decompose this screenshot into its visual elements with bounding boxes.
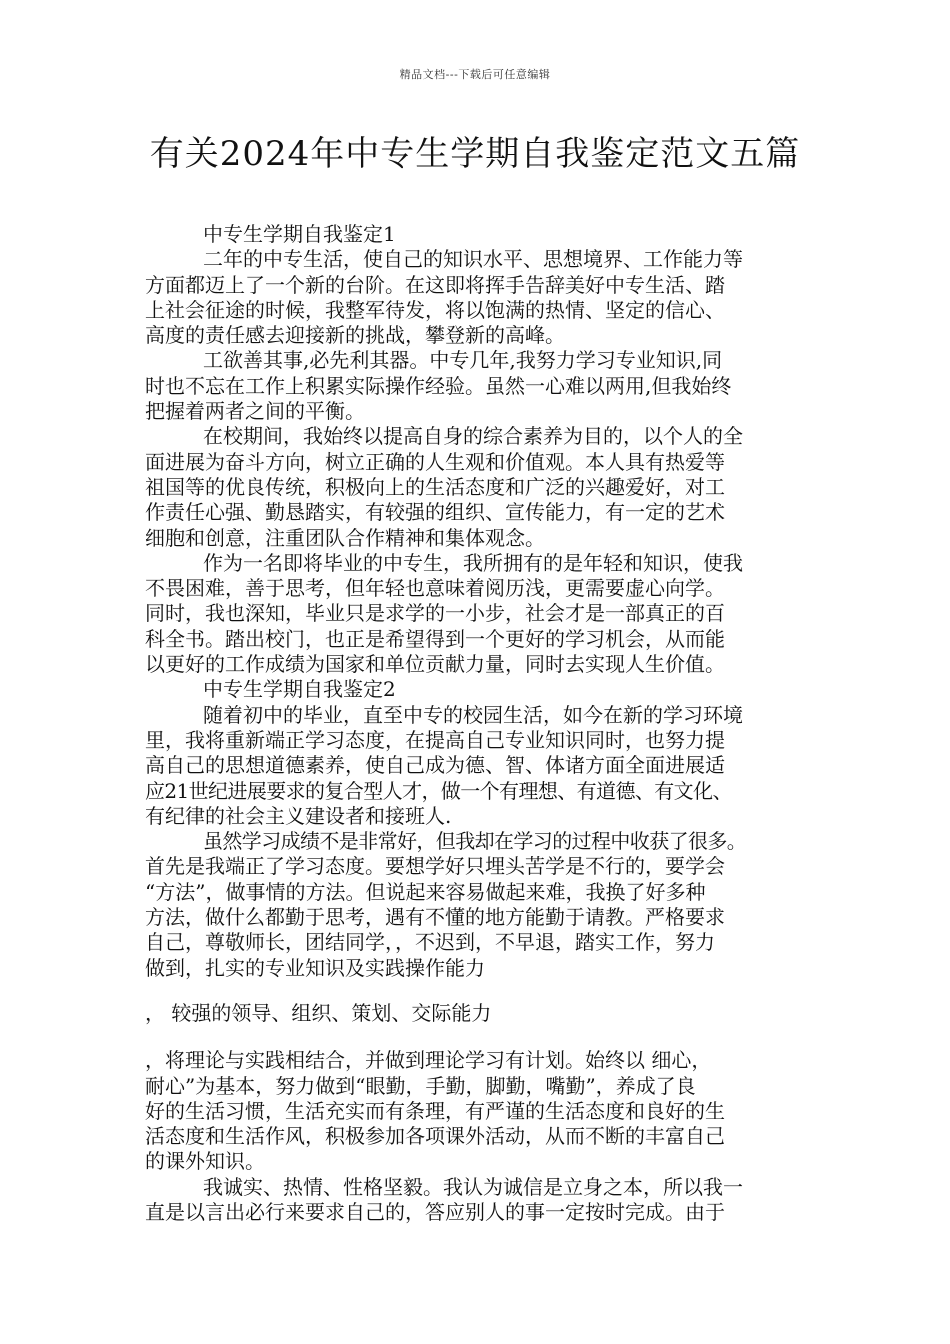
paragraph-line: 高自己的思想道德素养，使自己成为德、智、体诸方面全面进展适 bbox=[145, 753, 725, 778]
paragraph-line: 科全书。踏出校门，也正是希望得到一个更好的学习机会，从而能 bbox=[145, 626, 725, 651]
section-heading: 中专生学期自我鉴定2 bbox=[203, 677, 396, 702]
paragraph-line: 高度的责任感去迎接新的挑战，攀登新的高峰。 bbox=[145, 323, 565, 348]
paragraph-line: 自己，尊敬师长，团结同学，，不迟到，不早退，踏实工作，努力 bbox=[145, 930, 715, 955]
paragraph-line: 以更好的工作成绩为国家和单位贡献力量，同时去实现人生价值。 bbox=[145, 652, 725, 677]
paragraph-line: 作为一名即将毕业的中专生，我所拥有的是年轻和知识，使我 bbox=[203, 550, 743, 575]
paragraph-line: 在校期间，我始终以提高自身的综合素养为目的，以个人的全 bbox=[203, 424, 743, 449]
paragraph-line: ， 较强的领导、组织、策划、交际能力 bbox=[145, 1000, 492, 1025]
paragraph-line: 方面都迈上了一个新的台阶。在这即将挥手告辞美好中专生活、踏 bbox=[145, 272, 725, 297]
paragraph-line: 时也不忘在工作上积累实际操作经验。虽然一心难以两用,但我始终 bbox=[145, 373, 732, 398]
paragraph-line: 作责任心强、勤恳踏实，有较强的组织、宣传能力，有一定的艺术 bbox=[145, 500, 725, 525]
paragraph-line: 随着初中的毕业，直至中专的校园生活，如今在新的学习环境 bbox=[203, 702, 743, 727]
paragraph-line: 祖国等的优良传统，积极向上的生活态度和广泛的兴趣爱好，对工 bbox=[145, 474, 725, 499]
paragraph-line: 耐心”为基本，努力做到“眼勤，手勤，脚勤，嘴勤”，养成了良 bbox=[145, 1073, 696, 1098]
header-note: 精品文档---下载后可任意编辑 bbox=[399, 68, 551, 81]
paragraph-line: 方法，做什么都勤于思考，遇有不懂的地方能勤于请教。严格要求 bbox=[145, 905, 725, 930]
paragraph-line: 面进展为奋斗方向，树立正确的人生观和价值观。本人具有热爱等 bbox=[145, 449, 725, 474]
paragraph-line: 首先是我端正了学习态度。要想学好只埋头苦学是不行的，要学会 bbox=[145, 854, 725, 879]
paragraph-line: 同时，我也深知，毕业只是求学的一小步，社会才是一部真正的百 bbox=[145, 601, 725, 626]
paragraph-line: 好的生活习惯，生活充实而有条理，有严谨的生活态度和良好的生 bbox=[145, 1098, 725, 1123]
paragraph-line: 活态度和生活作风，积极参加各项课外活动，从而不断的丰富自己 bbox=[145, 1124, 725, 1149]
section-heading: 中专生学期自我鉴定1 bbox=[203, 222, 396, 246]
paragraph-line: 把握着两者之间的平衡。 bbox=[145, 399, 365, 424]
document-title: 有关2024年中专生学期自我鉴定范文五篇 bbox=[149, 134, 801, 174]
paragraph-line: 做到，扎实的专业知识及实践操作能力 bbox=[145, 955, 485, 980]
paragraph-line: 不畏困难，善于思考，但年轻也意味着阅历浅，更需要虚心向学。 bbox=[145, 576, 725, 601]
paragraph-line: “方法”，做事情的方法。但说起来容易做起来难，我换了好多种 bbox=[145, 879, 706, 904]
paragraph-line: 虽然学习成绩不是非常好，但我却在学习的过程中收获了很多。 bbox=[203, 829, 747, 854]
paragraph-line: 有纪律的社会主义建设者和接班人. bbox=[145, 803, 452, 828]
paragraph-line: 我诚实、热情、性格坚毅。我认为诚信是立身之本，所以我一 bbox=[203, 1174, 743, 1199]
paragraph-line: 的课外知识。 bbox=[145, 1149, 265, 1174]
paragraph-line: 二年的中专生活，使自己的知识水平、思想境界、工作能力等 bbox=[203, 247, 743, 272]
paragraph-line: ，将理论与实践相结合，并做到理论学习有计划。始终以 细心， bbox=[145, 1048, 712, 1073]
paragraph-line: 上社会征途的时候，我整军待发，将以饱满的热情、坚定的信心、 bbox=[145, 297, 725, 322]
paragraph-line: 细胞和创意，注重团队合作精神和集体观念。 bbox=[145, 525, 545, 550]
paragraph-line: 里，我将重新端正学习态度，在提高自己专业知识同时，也努力提 bbox=[145, 727, 725, 752]
paragraph-line: 直是以言出必行来要求自己的，答应别人的事一定按时完成。由于 bbox=[145, 1199, 725, 1224]
document-body bbox=[145, 222, 825, 1225]
paragraph-line: 应21世纪进展要求的复合型人才，做一个有理想、有道德、有文化、 bbox=[145, 778, 732, 803]
paragraph-line: 工欲善其事,必先利其器。中专几年,我努力学习专业知识,同 bbox=[203, 348, 723, 373]
